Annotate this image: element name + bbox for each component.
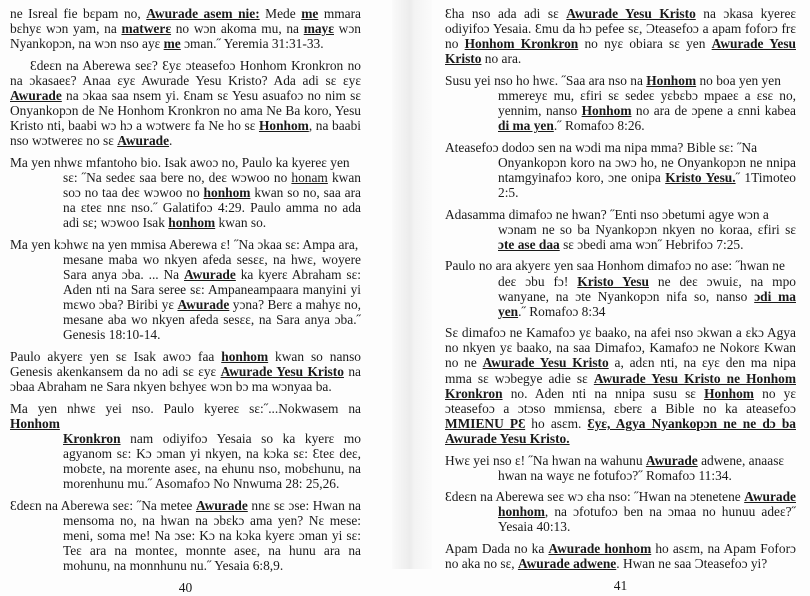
- emphasized-text: Awurade asem nie:: [146, 6, 260, 21]
- emphasized-text: Honhom: [704, 385, 754, 401]
- emphasized-text: Awurade Yesu Kristo: [220, 364, 344, 380]
- emphasized-text: Kronkron: [63, 430, 121, 446]
- text-run: Susu yei nso ho hwɛ. ˝Saa ara nso na: [445, 72, 647, 88]
- paragraph-first-line: [445, 73, 796, 88]
- emphasized-text: Awurade Yesu Kristo ne Honhom Kronkron: [445, 370, 796, 401]
- text-run: Ɛha nso ada adi sɛ: [445, 6, 567, 21]
- text-run: no boa yen yen: [696, 72, 781, 88]
- text-run: sɛ: ˝Na sedeɛ saa bere no, deɛ wɔwoo no: [63, 169, 292, 185]
- text-run: no ara de ɔpene a ɛnni kabea: [631, 103, 796, 119]
- emphasized-text: Awurade Yesu Kristo: [482, 355, 609, 371]
- emphasized-text: Ɛyɛ, Agya Nyankopɔn ne ne dɔ ba Awurade Yesu Kristo.: [445, 415, 796, 446]
- paragraph-first-line: [445, 207, 796, 222]
- text-run: na ɔkaa saa nsem yi. Ɛnam sɛ Yesu asuafoɔ no nim sɛ Onyankopɔn de Ne Honhom Kronkron no ama Ne Ba koro, Yesu Kristo nti, baabi wɔ hɔ a wɔtwerɛ fa Ne ho sɛ: [10, 87, 361, 134]
- paragraph: [10, 237, 361, 343]
- text-run: ka kyerɛ Abraham sɛ: Aden nti na Sara seree sɛ: Ampaneampaara manyini yi mɛwo ɔba? Biribi yɛ: [63, 267, 361, 313]
- emphasized-text: matwerɛ: [121, 21, 172, 37]
- paragraph-quote-body: [445, 155, 796, 200]
- paragraph-quote-body: [10, 513, 361, 573]
- text-run: ne deɛ ɔwuiɛ, na mpo wanyane, na ɔte Nyankopɔn nifa so, nanso: [498, 273, 796, 304]
- emphasized-text: honhom: [203, 185, 251, 201]
- paragraph: [10, 401, 361, 492]
- emphasized-text: Awurade: [177, 297, 230, 313]
- book-gutter: [392, 0, 432, 569]
- text-run: kwan so.: [215, 215, 267, 231]
- text-run: nnɛ sɛ ɔse: Hwan na: [247, 497, 361, 513]
- text-run: wɔnam ne so ba Nyankopɔn nkyen no koraa, ɛfiri sɛ: [498, 221, 796, 237]
- emphasized-text: honhom: [498, 504, 545, 520]
- paragraph-quote-body: [10, 252, 361, 343]
- emphasized-text: Awurade: [117, 133, 170, 149]
- paragraph-first-line: [10, 498, 361, 513]
- page-left: [10, 6, 361, 596]
- paragraph-quote-body: [445, 88, 796, 133]
- text-run: adwene, anaasɛ: [697, 452, 785, 468]
- text-run: Mede: [259, 6, 302, 21]
- text-run: no yɛ ɔteasefoɔ a ɔtɔso mmiɛnsa, ɛberɛ a Bible no ka ateasefoɔ: [445, 385, 796, 416]
- emphasized-text: Honhom: [10, 415, 60, 431]
- text-run: mmereyɛ mu, ɛfiri sɛ sedeɛ yɛbɛbɔ mpaeɛ a ɛsɛ no, yennim, nanso: [498, 87, 796, 119]
- paragraph-first-line: [10, 155, 361, 170]
- text-run: Ateasefoɔ dodoɔ sen na wɔdi ma nipa mma? Bible sɛ: ˝Na: [445, 139, 758, 155]
- page-number-right: 41: [613, 577, 628, 593]
- text-run: Ma yen nhwɛ mfantoho bio. Isak awoɔ no, Paulo ka kyereɛ yen: [10, 154, 350, 170]
- paragraph-first-line: [445, 489, 796, 504]
- emphasized-text: Honhom: [581, 103, 632, 119]
- text-run: kwan so no, saa ara na ɛteɛ nnɛ nso.˝ Galatifoɔ 4:29. Paulo amma no ada adi sɛ; wɔwoo Isak: [63, 185, 361, 231]
- paragraph-quote-body: [445, 222, 796, 252]
- text-run: Ɛdeɛn na Aberewa seɛ wɔ ɛha nso: ˝Hwan na ɔtenetene: [445, 489, 745, 505]
- emphasized-text: me: [163, 36, 181, 52]
- emphasized-text: me: [301, 6, 319, 21]
- text-run: no nyɛ obiara sɛ yen: [578, 36, 712, 52]
- emphasized-text: honhom: [221, 348, 269, 364]
- text-run: , na baabi nso wɔtwereɛ no sɛ: [10, 118, 362, 149]
- text-run: mmara bɛhyɛ wɔn yam, na: [10, 6, 361, 37]
- emphasized-text: MMIENU PƐ: [445, 415, 526, 431]
- text-run: .˝ Romafoɔ 8:26.: [553, 118, 645, 134]
- emphasized-text: ɔdi ma yen: [498, 288, 796, 319]
- emphasized-text: Awurade honhom: [548, 541, 652, 556]
- text-run: ne Isreal fie bɛpam no,: [10, 6, 147, 21]
- emphasized-text: ɔte ase daa: [498, 236, 560, 252]
- emphasized-text: Honhom: [646, 72, 697, 88]
- paragraph: [445, 541, 796, 571]
- text-run: .˝ Romafoɔ 8:34: [518, 303, 606, 319]
- emphasized-text: Awurade: [10, 87, 62, 103]
- paragraph: [445, 325, 796, 446]
- emphasized-text: Awurade: [645, 452, 698, 468]
- emphasized-text: di ma yen: [498, 118, 554, 134]
- text-run: ɔman.˝ Yeremia 31:31-33.: [180, 36, 324, 52]
- text-run: ho asɛm.: [525, 415, 588, 431]
- text-run: kwan soɔ no taa deɛ wɔwoo no: [63, 169, 361, 201]
- text-run: a, adɛn nti, na ɛyɛ den ma nipa mma sɛ wɔbegye adie sɛ: [445, 355, 796, 386]
- emphasized-text: Awurade: [184, 267, 236, 282]
- text-run: hwan na wayɛ ne fotufoɔ?˝ Romafoɔ 11:34.: [498, 467, 732, 483]
- text-run: wɔn Nyankopɔn, na wɔn nso ayɛ: [10, 21, 361, 52]
- paragraph-first-line: [10, 237, 361, 252]
- text-run: Apam Dada no ka: [445, 541, 549, 556]
- text-run: na ɔkasa kyereɛ odiyifoɔ Yesaia. Ɛmu da hɔ pefee sɛ, Ɔteasefoɔ a apam foforɔ frɛ no: [445, 6, 797, 52]
- text-run: mesane maba wo nkyen afeda sesɛɛ, na hwɛ, woyere Sara anya ɔba. ... Na: [63, 251, 361, 282]
- emphasized-text: honhom: [168, 215, 216, 231]
- text-run: na ɔbaa Abraham ne Sara nkyen bɛhyeɛ wɔn bɔ ma wɔnyaa ba.: [10, 364, 361, 395]
- emphasized-text: Awurade adwene: [517, 556, 617, 572]
- text-run: deɛ ɔbu fɔ!: [498, 273, 578, 289]
- text-run: Ɛdeɛn na Aberewa seɛ? Ɛyɛ ɔteasefoɔ Honhom Kronkron no na ɔkasaeɛ? Anaa ɛyɛ Awurade Yesu Kristo? Ada adi sɛ ɛyɛ: [10, 57, 361, 88]
- text-run: Adasamma dimafoɔ ne hwan? ˝Enti nso ɔbetumi agye wɔn a: [445, 206, 769, 222]
- paragraph: [445, 489, 796, 534]
- paragraph-quote-body: [445, 274, 796, 319]
- emphasized-text: Awurade: [744, 489, 796, 505]
- paragraph: [445, 207, 796, 252]
- text-run: mensoma no, na hwan na ɔbɛkɔ ama yen? Nɛ mese: meni, soma me! Na ɔse: Kɔ na kɔka kyerɛ ɔman yi sɛ: Teɛ ara na monteɛ, monnte aseɛ, na hunu ara na mohunu, na monnhunu nu.˝ Yesaia 6:8,9.: [63, 512, 361, 574]
- text-run: nam odiyifoɔ Yesaia so ka kyerɛ mo agyanom sɛ: Kɔ ɔman yi nkyen, na kɔka sɛ: Ɛteɛ deɛ, mobɛte, na morente aseɛ, na ehunu nso, mobɛhunu, na morenhunu mu.˝ Asomafoɔ No Nnwuma 28: 25,26.: [63, 430, 361, 492]
- paragraph-quote-body: [445, 468, 796, 483]
- paragraph-first-line: [445, 453, 796, 468]
- text-run: Sɛ dimafoɔ ne Kamafoɔ yɛ baako, na afei nso ɔkwan a ɛkɔ Agya no nkyen yɛ baako, na saa Dimafoɔ, Kamafoɔ ne Nokorɛ Kwan no ne: [445, 325, 796, 371]
- text-run: Ɛdeɛn na Aberewa seɛ: ˝Na metee: [10, 497, 196, 513]
- text-run: Paulo no ara akyerɛ yen saa Honhom dimafoɔ no ase: ˝hwan ne: [445, 258, 785, 274]
- emphasized-text: Kristo Yesu.: [665, 169, 736, 185]
- paragraph-first-line: [445, 140, 796, 155]
- paragraph: [10, 155, 361, 230]
- page-number-left: 40: [178, 579, 193, 595]
- text-run: .: [169, 133, 173, 149]
- emphasized-text: mayɛ: [303, 21, 334, 37]
- paragraph: [445, 73, 796, 133]
- text-run: Ma yen nhwɛ yei nso. Paulo kyereɛ sɛ:˝...Nokwasem na: [10, 400, 361, 416]
- text-run: Onyankopɔn koro na ɔwɔ ho, ne Onyankopɔn ne nnipa ntamgyinafoɔ koro, ɔne onipa: [498, 154, 796, 185]
- paragraph: [10, 6, 361, 51]
- emphasized-text: Awurade: [195, 497, 248, 513]
- text-run: no. Aden nti na nnipa susu sɛ: [502, 385, 705, 401]
- text-run: no wɔn akoma mu, na: [171, 21, 304, 37]
- text-run: kwan so nanso Genesis akenkansem da no adi sɛ ɛyɛ: [10, 348, 361, 380]
- emphasized-text: Kristo Yesu: [577, 273, 649, 289]
- paragraph: [445, 453, 796, 483]
- text-run: Paulo akyerɛ yen sɛ Isak awoɔ faa: [10, 348, 222, 364]
- text-run: ho asɛm, na Apam Foforɔ no aka no sɛ,: [445, 541, 796, 572]
- paragraph-first-line: [10, 401, 361, 431]
- text-run: , na ɔfotufoɔ ben na ɔmaa no hunuu adeɛ?˝ Yesaia 40:13.: [498, 504, 796, 535]
- paragraph: [10, 58, 361, 149]
- paragraph: [10, 498, 361, 573]
- text-run: Ma yen kɔhwɛ na yen mmisa Aberewa ɛ! ˝Na ɔkaa sɛ: Ampa ara,: [10, 236, 359, 252]
- paragraph-quote-body: [10, 431, 361, 491]
- text-run: yɔna? Berɛ a mahyɛ no, mesane aba wo nkyen afeda sesɛɛ, na Sara anya ɔba.˝ Genesis 18:10-14.: [63, 297, 361, 343]
- text-run: . Hwan ne saa Ɔteasefoɔ yi?: [616, 556, 768, 572]
- underlined-text: honam: [291, 169, 328, 185]
- paragraph-quote-body: [10, 170, 361, 230]
- text-run: ˝ 1Timoteo 2:5.: [498, 169, 796, 201]
- emphasized-text: Honhom Kronkron: [464, 36, 579, 52]
- page-right: [445, 6, 796, 594]
- text-run: no ara.: [481, 51, 522, 67]
- emphasized-text: Awurade Yesu Kristo: [566, 6, 696, 21]
- paragraph: [10, 349, 361, 394]
- paragraph-first-line: [445, 258, 796, 273]
- paragraph: [445, 140, 796, 200]
- paragraph: [445, 6, 796, 66]
- emphasized-text: Honhom: [258, 118, 309, 134]
- emphasized-text: Awurade Yesu Kristo: [445, 36, 796, 67]
- text-run: sɛ ɔbedi ama wɔn˝ Hebrifoɔ 7:25.: [559, 236, 744, 252]
- text-run: Hwɛ yei nso ɛ! ˝Na hwan na wahunu: [445, 452, 646, 468]
- paragraph-quote-body: [445, 504, 796, 534]
- paragraph: [445, 258, 796, 318]
